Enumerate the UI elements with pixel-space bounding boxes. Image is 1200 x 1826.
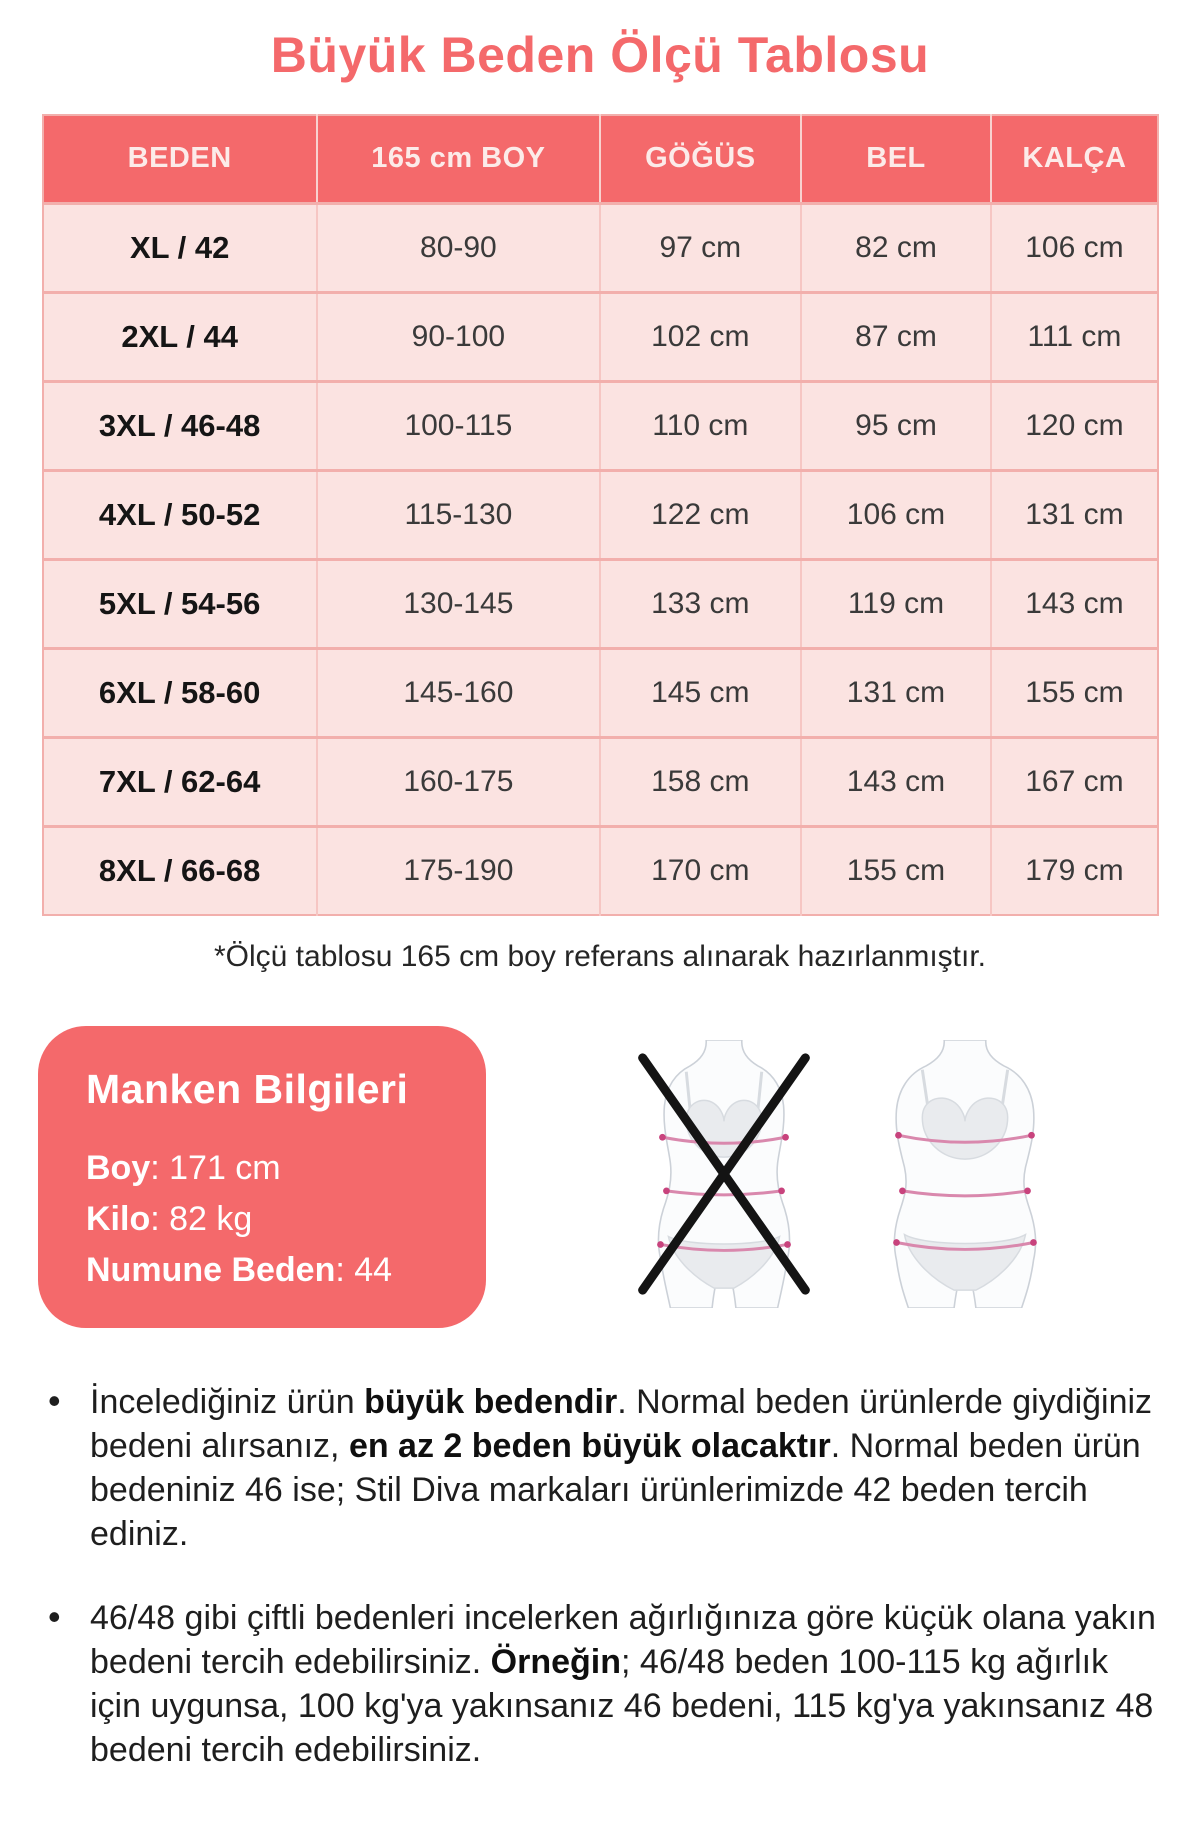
measurement-cell: 130-145 — [317, 559, 600, 648]
size-cell: 2XL / 44 — [43, 292, 317, 381]
measurement-cell: 145-160 — [317, 648, 600, 737]
size-cell: XL / 42 — [43, 203, 317, 292]
size-cell: 6XL / 58-60 — [43, 648, 317, 737]
model-info-line: Kilo: 82 kg — [86, 1200, 253, 1238]
size-cell: 8XL / 66-68 — [43, 826, 317, 915]
measurement-cell: 100-115 — [317, 381, 600, 470]
measurement-cell: 145 cm — [600, 648, 801, 737]
table-row — [43, 381, 1158, 470]
table-row — [43, 559, 1158, 648]
measurement-cell: 80-90 — [317, 203, 600, 292]
size-cell: 3XL / 46-48 — [43, 381, 317, 470]
size-cell: 4XL / 50-52 — [43, 470, 317, 559]
measurement-cell: 120 cm — [991, 381, 1157, 470]
note-item: • İncelediğiniz ürün büyük bedendir. Normal beden ürünlerde giydiğiniz bedeni alırsanız, en az 2 beden büyük olacaktır. Normal beden ürün bedeniniz 46 ise; Stil Diva markaları ürünlerimizde 42 beden tercih ediniz. — [46, 1380, 1156, 1556]
model-info-card — [38, 1026, 486, 1328]
measurement-cell: 131 cm — [801, 648, 992, 737]
measurement-cell: 106 cm — [991, 203, 1157, 292]
note-item: • 46/48 gibi çiftli bedenleri incelerken ağırlığınıza göre küçük olana yakın bedeni tercih edebilirsiniz. Örneğin; 46/48 beden 100-115 kg ağırlık için uygunsa, 100 kg'ya yakınsanız 46 bedeni, 115 kg'ya yakınsanız 48 bedeni tercih edebilirsiniz. — [46, 1596, 1156, 1772]
table-row — [43, 826, 1158, 915]
model-info-title: Manken Bilgileri — [86, 1066, 409, 1112]
measurement-cell: 95 cm — [801, 381, 992, 470]
size-table — [42, 114, 1159, 916]
table-row — [43, 737, 1158, 826]
column-header-4: KALÇA — [991, 115, 1157, 203]
measurement-cell: 115-130 — [317, 470, 600, 559]
measurement-cell: 110 cm — [600, 381, 801, 470]
measurement-cell: 155 cm — [801, 826, 992, 915]
size-cell: 5XL / 54-56 — [43, 559, 317, 648]
size-table-body — [43, 203, 1158, 915]
table-row — [43, 203, 1158, 292]
measurement-cell: 131 cm — [991, 470, 1157, 559]
measurement-cell: 158 cm — [600, 737, 801, 826]
model-info-lines — [86, 1149, 466, 1290]
table-row — [43, 292, 1158, 381]
measurement-cell: 133 cm — [600, 559, 801, 648]
model-info-line: Boy: 171 cm — [86, 1149, 281, 1187]
table-row — [43, 648, 1158, 737]
model-section — [38, 1026, 1200, 1328]
table-row — [43, 470, 1158, 559]
page-title: Büyük Beden Ölçü Tablosu — [270, 27, 930, 83]
table-footnote: *Ölçü tablosu 165 cm boy referans alınarak hazırlanmıştır. — [213, 940, 987, 973]
measurement-cell: 106 cm — [801, 470, 992, 559]
size-cell: 7XL / 62-64 — [43, 737, 317, 826]
measurement-cell: 155 cm — [991, 648, 1157, 737]
measurement-cell: 143 cm — [991, 559, 1157, 648]
size-guide-page — [0, 26, 1200, 1826]
measurement-cell: 122 cm — [600, 470, 801, 559]
header-row — [43, 115, 1158, 203]
measurement-cell: 170 cm — [600, 826, 801, 915]
measurement-cell: 175-190 — [317, 826, 600, 915]
plus-size-body-icon — [872, 1040, 1056, 1308]
measurement-cell: 102 cm — [600, 292, 801, 381]
model-info-line: Numune Beden: 44 — [86, 1251, 393, 1289]
measurement-cell: 87 cm — [801, 292, 992, 381]
measurement-cell: 179 cm — [991, 826, 1157, 915]
measurement-cell: 167 cm — [991, 737, 1157, 826]
measurement-cell: 90-100 — [317, 292, 600, 381]
figure-illustrations — [632, 1040, 1056, 1308]
measurement-cell: 82 cm — [801, 203, 992, 292]
notes-list — [46, 1380, 1156, 1772]
column-header-1: 165 cm BOY — [317, 115, 600, 203]
size-table-header — [43, 115, 1158, 203]
measurement-cell: 160-175 — [317, 737, 600, 826]
column-header-0: BEDEN — [43, 115, 317, 203]
slim-body-with-x-mark-icon — [632, 1040, 816, 1308]
column-header-2: GÖĞÜS — [600, 115, 801, 203]
measurement-cell: 97 cm — [600, 203, 801, 292]
column-header-3: BEL — [801, 115, 992, 203]
measurement-cell: 119 cm — [801, 559, 992, 648]
measurement-cell: 143 cm — [801, 737, 992, 826]
measurement-cell: 111 cm — [991, 292, 1157, 381]
